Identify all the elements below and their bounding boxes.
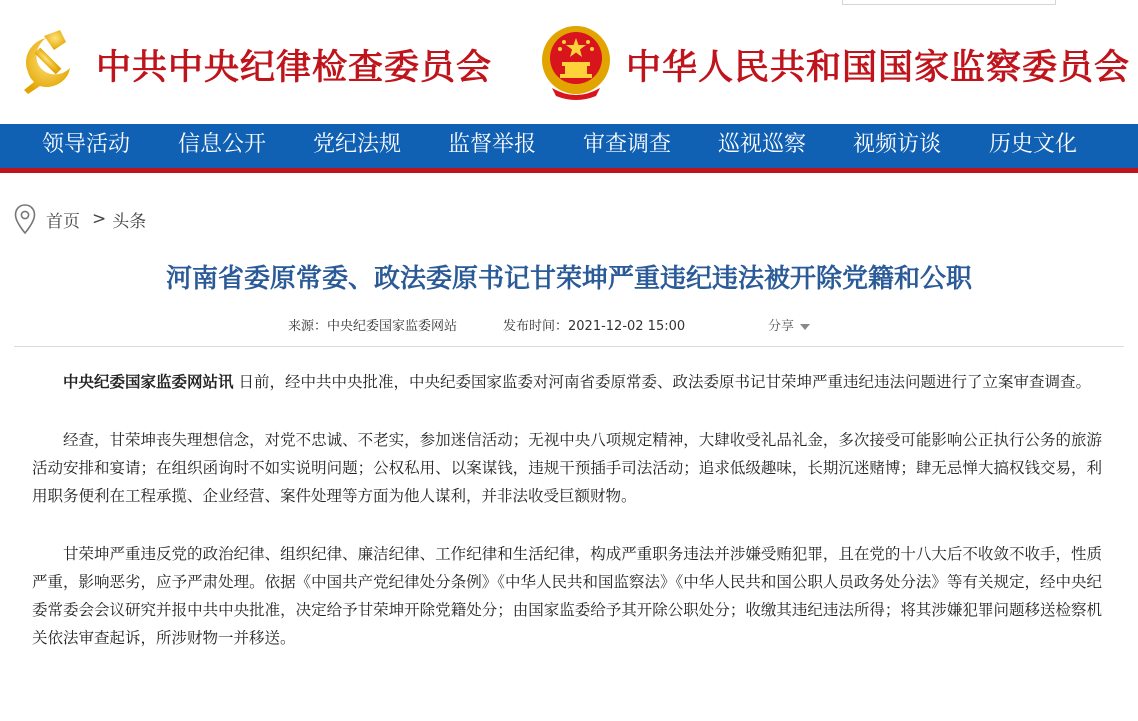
nav-item-history-culture[interactable]: 历史文化 bbox=[989, 132, 1078, 157]
nav-bottom-stripe bbox=[0, 168, 1138, 173]
nav-item-party-rules[interactable]: 党纪法规 bbox=[313, 132, 402, 157]
share-label: 分享 bbox=[768, 319, 795, 334]
main-nav bbox=[0, 124, 1138, 168]
nav-item-supervision-report[interactable]: 监督举报 bbox=[448, 132, 537, 157]
article-lead-label: 中央纪委国家监委网站讯 bbox=[63, 373, 234, 391]
article-paragraph-1-text: 日前，经中共中央批准，中央纪委国家监委对河南省委原常委、政法委原书记甘荣坤严重违纪违法问题进行了立案审查调查。 bbox=[238, 373, 1091, 391]
article-title: 河南省委原常委、政法委原书记甘荣坤严重违纪违法被开除党籍和公职 bbox=[165, 264, 972, 294]
org-name-ccdi: 中共中央纪律检查委员会 bbox=[96, 47, 493, 88]
nav-item-video-interview[interactable]: 视频访谈 bbox=[853, 132, 942, 157]
divider bbox=[14, 346, 1124, 347]
org-name-nsc: 中华人民共和国国家监察委员会 bbox=[626, 47, 1131, 88]
national-emblem-icon[interactable] bbox=[540, 22, 612, 100]
breadcrumb-separator: > bbox=[92, 209, 107, 229]
article-paragraph-2: 经查，甘荣坤丧失理想信念，对党不忠诚、不老实，参加迷信活动；无视中央八项规定精神，大肆收受礼品礼金，多次接受可能影响公正执行公务的旅游活动安排和宴请；在组织函询时不如实说明问题；公权私用、以案谋钱，违规干预插手司法活动；追求低级趣味，长期沉迷赌博；肆无忌惮大搞权钱交易，利用职务便利在工程承揽、企业经营、案件处理等方面为他人谋利，并非法收受巨额财物。 bbox=[32, 431, 1102, 505]
article-paragraph-1 bbox=[32, 368, 1102, 396]
article-date: 发布时间：2021-12-02 15:00 bbox=[503, 319, 686, 334]
breadcrumb-current[interactable]: 头条 bbox=[112, 211, 147, 232]
nav-item-investigation[interactable]: 审查调查 bbox=[583, 132, 672, 157]
nav-item-leadership[interactable]: 领导活动 bbox=[42, 132, 131, 157]
article-paragraph-3: 甘荣坤严重违反党的政治纪律、组织纪律、廉洁纪律、工作纪律和生活纪律，构成严重职务违法并涉嫌受贿犯罪，且在党的十八大后不收敛不收手，性质严重，影响恶劣，应予严肃处理。依据《中国共产党纪律处分条例》《中华人民共和国监察法》《中华人民共和国公职人员政务处分法》等有关规定，经中央纪委常委会会议研究并报中共中央批准，决定给予甘荣坤开除党籍处分；由国家监委给予其开除公职处分；收缴其违纪违法所得；将其涉嫌犯罪问题移送检察机关依法审查起诉，所涉财物一并移送。 bbox=[32, 545, 1102, 647]
nav-item-info-disclosure[interactable]: 信息公开 bbox=[178, 132, 267, 157]
article-body bbox=[32, 368, 1102, 682]
site-header bbox=[0, 0, 1138, 124]
chevron-down-icon bbox=[800, 324, 810, 330]
party-emblem-icon[interactable] bbox=[14, 28, 82, 96]
article-source: 来源：中央纪委国家监委网站 bbox=[288, 319, 458, 334]
nav-item-inspection[interactable]: 巡视巡察 bbox=[718, 132, 807, 157]
share-button[interactable] bbox=[768, 318, 810, 336]
location-pin-icon bbox=[14, 204, 36, 234]
breadcrumb-home-link[interactable]: 首页 bbox=[46, 211, 80, 232]
breadcrumb bbox=[14, 204, 146, 234]
